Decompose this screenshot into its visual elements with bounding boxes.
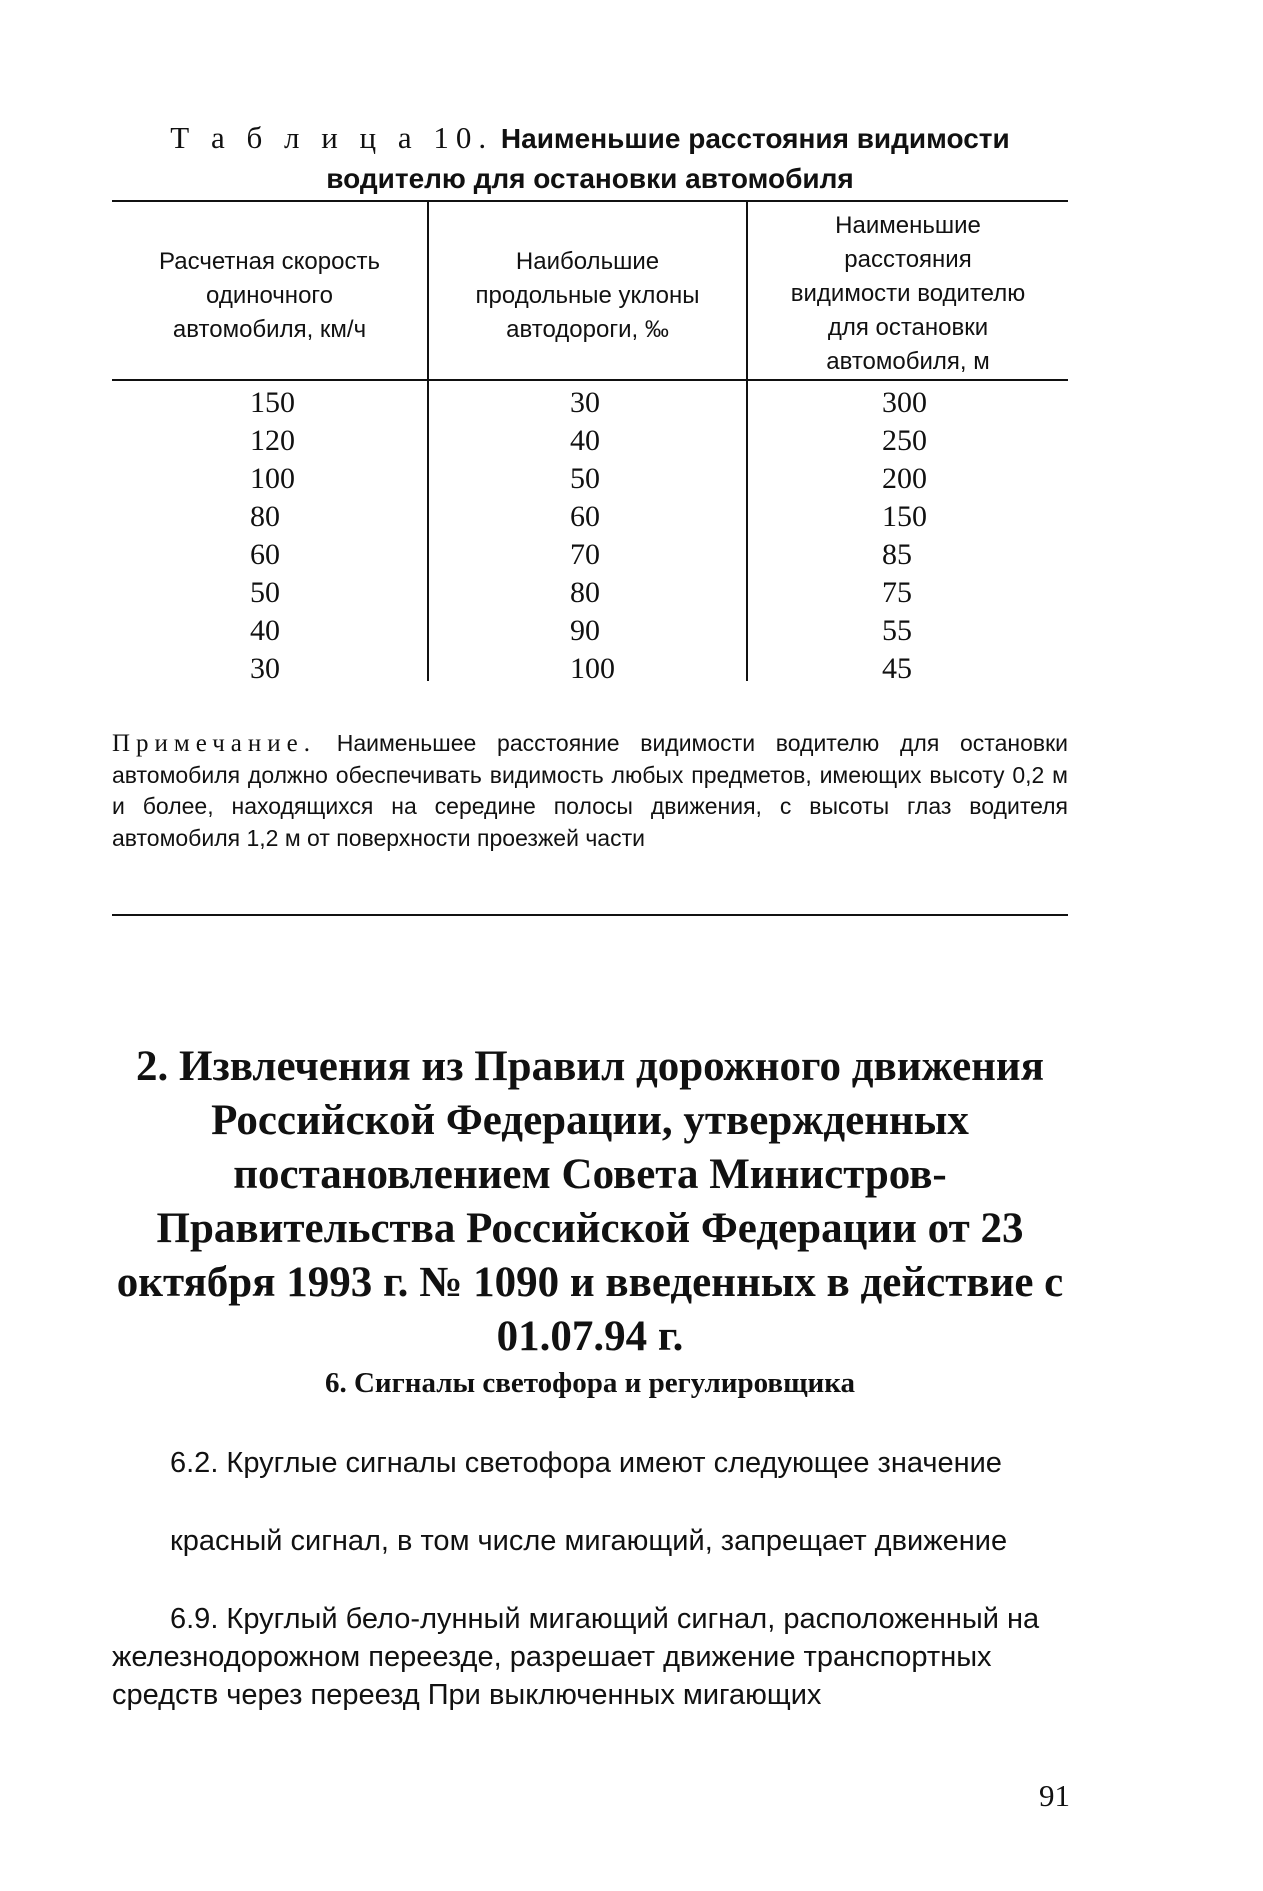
table-header-slope: Наибольшие продольные уклоны автодороги, ‰ (475, 248, 700, 343)
table-header-distance: Наименьшие расстояния видимости водителю для остановки автомобиля, м (790, 212, 1026, 375)
note-label: Примечание. (112, 730, 317, 757)
subsection-title: 6. Сигналы светофора и регулировщика (324, 1367, 856, 1399)
table-top-rule (112, 200, 1068, 202)
table-column-speed: 150 120 100 80 60 50 40 30 (250, 386, 295, 685)
paragraph-red-signal: красный сигнал, в том числе мигающий, запрещает движение (170, 1525, 1008, 1557)
page-number: 91 (1039, 1778, 1070, 1813)
table-caption-title-line-2: водителю для остановки автомобиля (326, 163, 854, 194)
table-header-rule (112, 379, 1068, 381)
table-header-speed: Расчетная скорость одиночного автомобиля, км/ч (159, 248, 380, 343)
table-caption-label: Т а б л и ц а 10. (170, 120, 494, 155)
section-divider (112, 914, 1068, 916)
paragraph-6-9: 6.9. Круглый бело-лунный мигающий сигнал, расположенный на железнодорожном переезде, разрешает движение транспортных средств через переезд При выключенных мигающих (112, 1603, 1040, 1711)
table-column-slope: 30 40 50 60 70 80 90 100 (570, 386, 615, 685)
table-caption-title-line-1: Наименьшие расстояния видимости (500, 123, 1010, 154)
section-title: 2. Извлечения из Правил дорожного движения Российской Федерации, утвержденных постановлением Совета Министров-Правительства Российской Федерации от 23 октября 1993 г. № 1090 и введенных в действие с 01.07.94 г. (116, 1043, 1064, 1360)
table-column-distance: 300 250 200 150 85 75 55 45 (882, 386, 927, 685)
table-column-divider-1-body (427, 381, 429, 681)
table-caption (110, 118, 1070, 199)
table-note (112, 728, 1068, 854)
note-text: Наименьшее расстояние видимости водителю для остановки автомобиля должно обеспечивать видимость любых предметов, имеющих высоту 0,2 м и более, находящихся на середине полосы движения, с высоты глаз водителя автомобиля 1,2 м от поверхности проезжей части (112, 730, 1068, 851)
paragraph-6-2: 6.2. Круглые сигналы светофора имеют следующее значение (170, 1447, 1002, 1479)
table-column-divider-2-body (746, 381, 748, 681)
